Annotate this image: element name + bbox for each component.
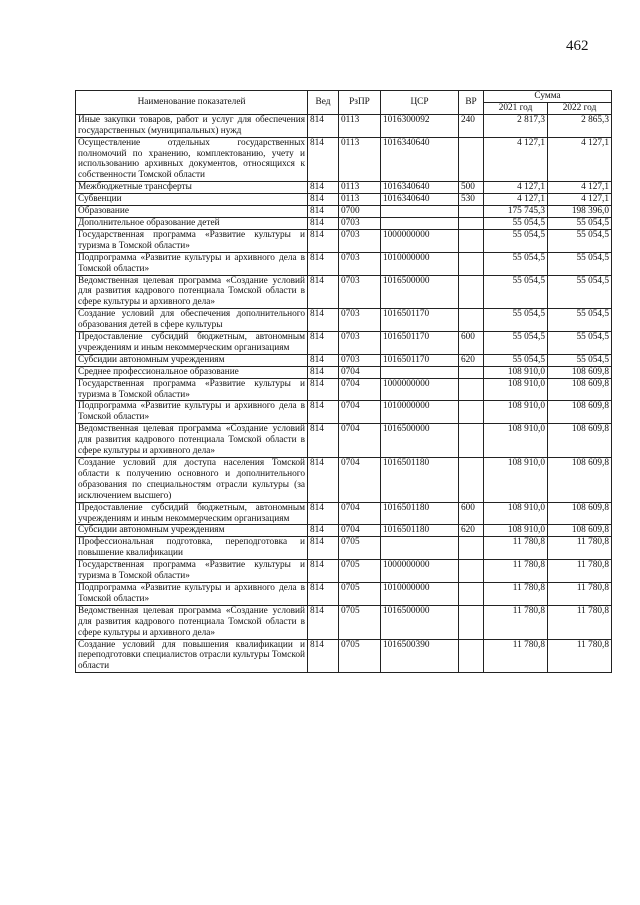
row-csr: 1000000000 [381, 560, 459, 583]
row-rzpr: 0703 [339, 332, 381, 355]
row-name: Предоставление субсидий бюджетным, автономным учреждениям и иным некоммерческим организациям [76, 502, 308, 525]
row-sum-2022: 55 054,5 [548, 275, 612, 309]
row-ved: 814 [308, 252, 339, 275]
row-csr [381, 206, 459, 218]
row-vr: 500 [459, 182, 484, 194]
row-sum-2021: 11 780,8 [484, 582, 548, 605]
row-rzpr: 0113 [339, 182, 381, 194]
row-sum-2021: 55 054,5 [484, 309, 548, 332]
header-sum: Сумма [484, 91, 612, 103]
row-vr [459, 275, 484, 309]
row-ved: 814 [308, 182, 339, 194]
table-row [76, 332, 612, 355]
row-rzpr: 0704 [339, 424, 381, 458]
row-csr: 1016340640 [381, 182, 459, 194]
header-rzpr: РзПР [339, 91, 381, 115]
row-name: Государственная программа «Развитие культуры и туризма в Томской области» [76, 229, 308, 252]
row-name: Подпрограмма «Развитие культуры и архивного дела в Томской области» [76, 252, 308, 275]
row-csr: 1016500000 [381, 424, 459, 458]
row-sum-2021: 11 780,8 [484, 560, 548, 583]
row-rzpr: 0703 [339, 309, 381, 332]
row-rzpr: 0113 [339, 137, 381, 182]
row-name: Субсидии автономным учреждениям [76, 525, 308, 537]
row-name: Ведомственная целевая программа «Создание условий для развития кадрового потенциала Томской области в сфере культуры и архивного дела» [76, 424, 308, 458]
row-name: Дополнительное образование детей [76, 217, 308, 229]
table-row [76, 217, 612, 229]
row-sum-2022: 11 780,8 [548, 639, 612, 673]
row-sum-2021: 108 910,0 [484, 401, 548, 424]
table-row [76, 275, 612, 309]
row-sum-2022: 55 054,5 [548, 332, 612, 355]
row-sum-2022: 108 609,8 [548, 424, 612, 458]
header-ved: Вед [308, 91, 339, 115]
row-rzpr: 0113 [339, 114, 381, 137]
row-ved: 814 [308, 217, 339, 229]
row-csr: 1016500390 [381, 639, 459, 673]
header-csr: ЦСР [381, 91, 459, 115]
row-rzpr: 0704 [339, 525, 381, 537]
table-row [76, 605, 612, 639]
row-name: Ведомственная целевая программа «Создание условий для развития кадрового потенциала Томской области в сфере культуры и архивного дела» [76, 275, 308, 309]
row-vr [459, 424, 484, 458]
header-2021: 2021 год [484, 102, 548, 114]
row-csr: 1016501170 [381, 354, 459, 366]
row-csr [381, 366, 459, 378]
row-name: Иные закупки товаров, работ и услуг для обеспечения государственных (муниципальных) нужд [76, 114, 308, 137]
table-row [76, 502, 612, 525]
row-rzpr: 0705 [339, 560, 381, 583]
row-vr [459, 206, 484, 218]
row-csr: 1000000000 [381, 378, 459, 401]
row-vr: 600 [459, 502, 484, 525]
row-sum-2021: 108 910,0 [484, 458, 548, 503]
row-name: Межбюджетные трансферты [76, 182, 308, 194]
row-sum-2021: 55 054,5 [484, 332, 548, 355]
table-row [76, 401, 612, 424]
row-csr: 1016501170 [381, 309, 459, 332]
row-ved: 814 [308, 229, 339, 252]
row-csr: 1016501180 [381, 525, 459, 537]
row-sum-2022: 108 609,8 [548, 502, 612, 525]
row-ved: 814 [308, 502, 339, 525]
row-sum-2021: 55 054,5 [484, 252, 548, 275]
row-ved: 814 [308, 275, 339, 309]
table-row [76, 424, 612, 458]
row-vr [459, 229, 484, 252]
row-ved: 814 [308, 424, 339, 458]
row-rzpr: 0705 [339, 582, 381, 605]
row-sum-2021: 55 054,5 [484, 275, 548, 309]
row-csr: 1016300092 [381, 114, 459, 137]
row-vr [459, 639, 484, 673]
header-name: Наименование показателей [76, 91, 308, 115]
table-row [76, 378, 612, 401]
table-row [76, 354, 612, 366]
row-rzpr: 0703 [339, 229, 381, 252]
row-ved: 814 [308, 639, 339, 673]
row-sum-2022: 4 127,1 [548, 194, 612, 206]
row-ved: 814 [308, 332, 339, 355]
row-name: Ведомственная целевая программа «Создание условий для развития кадрового потенциала Томской области в сфере культуры и архивного дела» [76, 605, 308, 639]
row-csr: 1016500000 [381, 605, 459, 639]
row-ved: 814 [308, 458, 339, 503]
row-sum-2022: 108 609,8 [548, 525, 612, 537]
row-sum-2022: 108 609,8 [548, 458, 612, 503]
row-rzpr: 0703 [339, 354, 381, 366]
row-sum-2021: 108 910,0 [484, 366, 548, 378]
row-sum-2021: 108 910,0 [484, 378, 548, 401]
table-row [76, 639, 612, 673]
row-vr [459, 458, 484, 503]
row-vr [459, 378, 484, 401]
row-sum-2022: 55 054,5 [548, 252, 612, 275]
row-vr: 620 [459, 354, 484, 366]
row-ved: 814 [308, 137, 339, 182]
row-ved: 814 [308, 366, 339, 378]
row-rzpr: 0704 [339, 366, 381, 378]
row-ved: 814 [308, 582, 339, 605]
row-rzpr: 0705 [339, 605, 381, 639]
row-sum-2021: 4 127,1 [484, 182, 548, 194]
row-name: Среднее профессиональное образование [76, 366, 308, 378]
row-name: Подпрограмма «Развитие культуры и архивного дела в Томской области» [76, 582, 308, 605]
row-sum-2022: 55 054,5 [548, 229, 612, 252]
table-row [76, 537, 612, 560]
row-ved: 814 [308, 114, 339, 137]
page-number: 462 [566, 38, 589, 54]
row-name: Осуществление отдельных государственных полномочий по хранению, комплектованию, учету и использованию архивных документов, относящихся к собственности Томской области [76, 137, 308, 182]
row-rzpr: 0704 [339, 458, 381, 503]
row-sum-2022: 108 609,8 [548, 366, 612, 378]
row-vr [459, 309, 484, 332]
row-sum-2022: 55 054,5 [548, 354, 612, 366]
row-rzpr: 0703 [339, 275, 381, 309]
row-ved: 814 [308, 206, 339, 218]
row-rzpr: 0704 [339, 502, 381, 525]
row-rzpr: 0705 [339, 639, 381, 673]
row-sum-2022: 4 127,1 [548, 137, 612, 182]
row-sum-2022: 198 396,0 [548, 206, 612, 218]
row-name: Предоставление субсидий бюджетным, автономным учреждениям и иным некоммерческим организациям [76, 332, 308, 355]
row-sum-2021: 2 817,3 [484, 114, 548, 137]
table-row [76, 114, 612, 137]
row-sum-2021: 55 054,5 [484, 217, 548, 229]
row-sum-2021: 11 780,8 [484, 639, 548, 673]
header-2022: 2022 год [548, 102, 612, 114]
header-vr: ВР [459, 91, 484, 115]
row-vr [459, 137, 484, 182]
row-sum-2021: 108 910,0 [484, 502, 548, 525]
row-sum-2021: 11 780,8 [484, 605, 548, 639]
row-csr: 1016501170 [381, 332, 459, 355]
row-sum-2022: 2 865,3 [548, 114, 612, 137]
table-row [76, 458, 612, 503]
row-rzpr: 0703 [339, 252, 381, 275]
row-vr [459, 401, 484, 424]
row-csr: 1010000000 [381, 401, 459, 424]
row-ved: 814 [308, 378, 339, 401]
row-sum-2022: 55 054,5 [548, 309, 612, 332]
row-sum-2022: 11 780,8 [548, 560, 612, 583]
table-row [76, 206, 612, 218]
row-ved: 814 [308, 605, 339, 639]
row-sum-2022: 11 780,8 [548, 582, 612, 605]
budget-table [75, 90, 612, 673]
table-row [76, 252, 612, 275]
row-sum-2021: 175 745,3 [484, 206, 548, 218]
row-rzpr: 0700 [339, 206, 381, 218]
row-sum-2021: 4 127,1 [484, 194, 548, 206]
row-name: Субвенции [76, 194, 308, 206]
row-csr: 1010000000 [381, 582, 459, 605]
table-row [76, 560, 612, 583]
table-row [76, 194, 612, 206]
row-name: Профессиональная подготовка, переподготовка и повышение квалификации [76, 537, 308, 560]
row-vr [459, 366, 484, 378]
row-csr: 1016340640 [381, 194, 459, 206]
row-csr: 1000000000 [381, 229, 459, 252]
row-name: Создание условий для обеспечения дополнительного образования детей в сфере культуры [76, 309, 308, 332]
row-name: Создание условий для повышения квалификации и переподготовки специалистов отрасли культуры Томской области [76, 639, 308, 673]
table-body [76, 114, 612, 672]
row-rzpr: 0704 [339, 401, 381, 424]
row-ved: 814 [308, 401, 339, 424]
row-ved: 814 [308, 560, 339, 583]
row-sum-2022: 108 609,8 [548, 378, 612, 401]
row-name: Подпрограмма «Развитие культуры и архивного дела в Томской области» [76, 401, 308, 424]
row-name: Государственная программа «Развитие культуры и туризма в Томской области» [76, 378, 308, 401]
row-sum-2021: 55 054,5 [484, 354, 548, 366]
row-vr [459, 537, 484, 560]
row-sum-2022: 4 127,1 [548, 182, 612, 194]
row-vr: 620 [459, 525, 484, 537]
row-vr: 240 [459, 114, 484, 137]
row-name: Создание условий для доступа населения Томской области к получению основного и дополнительного образования по специальностям отрасли культуры (за исключением высшего) [76, 458, 308, 503]
row-ved: 814 [308, 354, 339, 366]
row-sum-2021: 55 054,5 [484, 229, 548, 252]
row-name: Государственная программа «Развитие культуры и туризма в Томской области» [76, 560, 308, 583]
table-row [76, 229, 612, 252]
row-vr [459, 560, 484, 583]
table-row [76, 309, 612, 332]
row-sum-2022: 11 780,8 [548, 605, 612, 639]
row-csr: 1016501180 [381, 502, 459, 525]
row-sum-2021: 11 780,8 [484, 537, 548, 560]
row-ved: 814 [308, 309, 339, 332]
row-vr [459, 605, 484, 639]
row-rzpr: 0703 [339, 217, 381, 229]
row-sum-2022: 55 054,5 [548, 217, 612, 229]
table-row [76, 582, 612, 605]
row-vr [459, 252, 484, 275]
table-row [76, 182, 612, 194]
row-ved: 814 [308, 525, 339, 537]
row-csr: 1016340640 [381, 137, 459, 182]
row-csr: 1016501180 [381, 458, 459, 503]
row-csr: 1016500000 [381, 275, 459, 309]
table-row [76, 137, 612, 182]
row-rzpr: 0704 [339, 378, 381, 401]
row-csr [381, 537, 459, 560]
row-vr [459, 582, 484, 605]
row-sum-2021: 4 127,1 [484, 137, 548, 182]
row-rzpr: 0113 [339, 194, 381, 206]
row-ved: 814 [308, 537, 339, 560]
row-name: Субсидии автономным учреждениям [76, 354, 308, 366]
row-vr: 600 [459, 332, 484, 355]
row-vr: 530 [459, 194, 484, 206]
row-rzpr: 0705 [339, 537, 381, 560]
row-sum-2022: 108 609,8 [548, 401, 612, 424]
row-vr [459, 217, 484, 229]
row-ved: 814 [308, 194, 339, 206]
row-name: Образование [76, 206, 308, 218]
row-csr [381, 217, 459, 229]
row-sum-2021: 108 910,0 [484, 424, 548, 458]
table-row [76, 366, 612, 378]
row-csr: 1010000000 [381, 252, 459, 275]
row-sum-2022: 11 780,8 [548, 537, 612, 560]
table-row [76, 525, 612, 537]
row-sum-2021: 108 910,0 [484, 525, 548, 537]
